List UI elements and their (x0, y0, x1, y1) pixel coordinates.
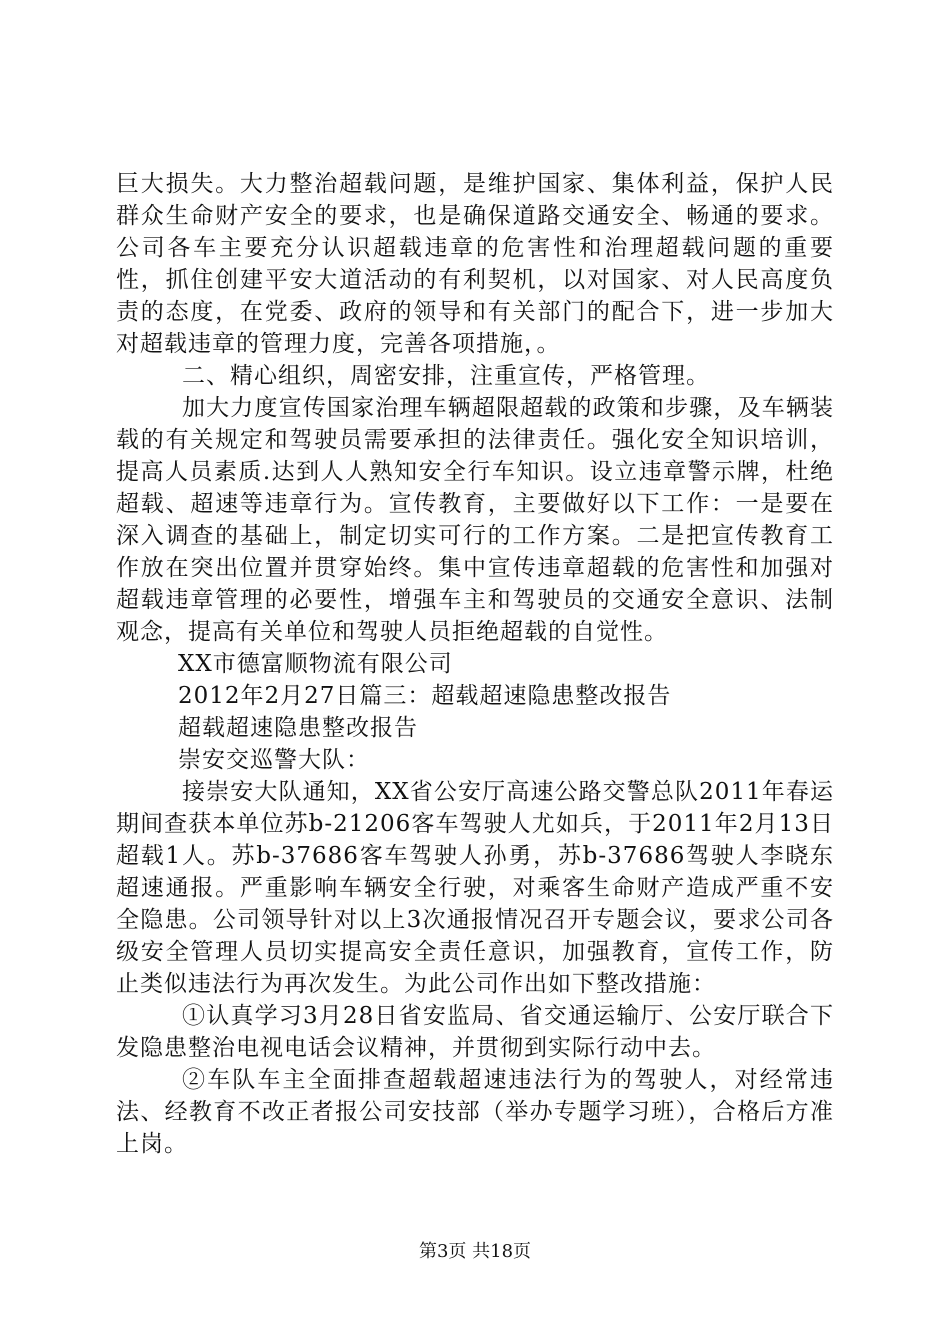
paragraph-loss-summary: 巨大损失。大力整治超载问题，是维护国家、集体利益，保护人民群众生命财产安全的要求，也是确保道路交通安全、畅通的要求。公司各车主要充分认识超载违章的危害性和治理超载问题的重要性，抓住创建平安大道活动的有利契机，以对国家、对人民高度负责的态度，在党委、政府的领导和有关部门的配合下，进一步加大对超载违章的管理力度，完善各项措施，。 (116, 171, 834, 357)
section-heading-two: 二、精心组织，周密安排，注重宣传，严格管理。 (182, 363, 710, 389)
paragraph-publicity: 加大力度宣传国家治理车辆超限超载的政策和步骤，及车辆装载的有关规定和驾驶员需要承担的法律责任。强化安全知识培训，提高人员素质.达到人人熟知安全行车知识。设立违章警示牌，杜绝超载、超速等违章行为。宣传教育，主要做好以下工作：一是要在深入调查的基础上，制定切实可行的工作方案。二是把宣传教育工作放在突出位置并贯穿始终。集中宣传违章超载的危害性和加强对超载违章管理的必要性，增强车主和驾驶员的交通安全意识、法制观念，提高有关单位和驾驶人员拒绝超载的自觉性。 (116, 395, 834, 645)
date-and-section-title: 2012年2月27日篇三：超载超速隐患整改报告 (178, 683, 672, 709)
report-recipient: 崇安交巡警大队： (178, 747, 370, 773)
report-title: 超载超速隐患整改报告 (178, 715, 418, 741)
company-name: XX市德富顺物流有限公司 (178, 651, 453, 677)
page-footer: 第3页 共18页 (418, 1241, 532, 1262)
paragraph-notice: 接崇安大队通知，XX省公安厅高速公路交警总队2011年春运期间查获本单位苏b-21206客车驾驶人尤如兵，于2011年2月13日超载1人。苏b-37686客车驾驶人孙勇，苏b-37686驾驶人李晓东超速通报。严重影响车辆安全行驶，对乘客生命财产造成严重不安全隐患。公司领导针对以上3次通报情况召开专题会议，要求公司各级安全管理人员切实提高安全责任意识，加强教育，宣传工作，防止类似违法行为再次发生。为此公司作出如下整改措施： (116, 779, 834, 997)
measure-item-1: ①认真学习3月28日省安监局、省交通运输厅、公安厅联合下发隐患整治电视电话会议精神，并贯彻到实际行动中去。 (116, 1003, 834, 1061)
measure-item-2: ②车队车主全面排查超载超速违法行为的驾驶人，对经常违法、经教育不改正者报公司安技部（举办专题学习班），合格后方准上岗。 (116, 1067, 834, 1157)
document-body (116, 168, 834, 1160)
